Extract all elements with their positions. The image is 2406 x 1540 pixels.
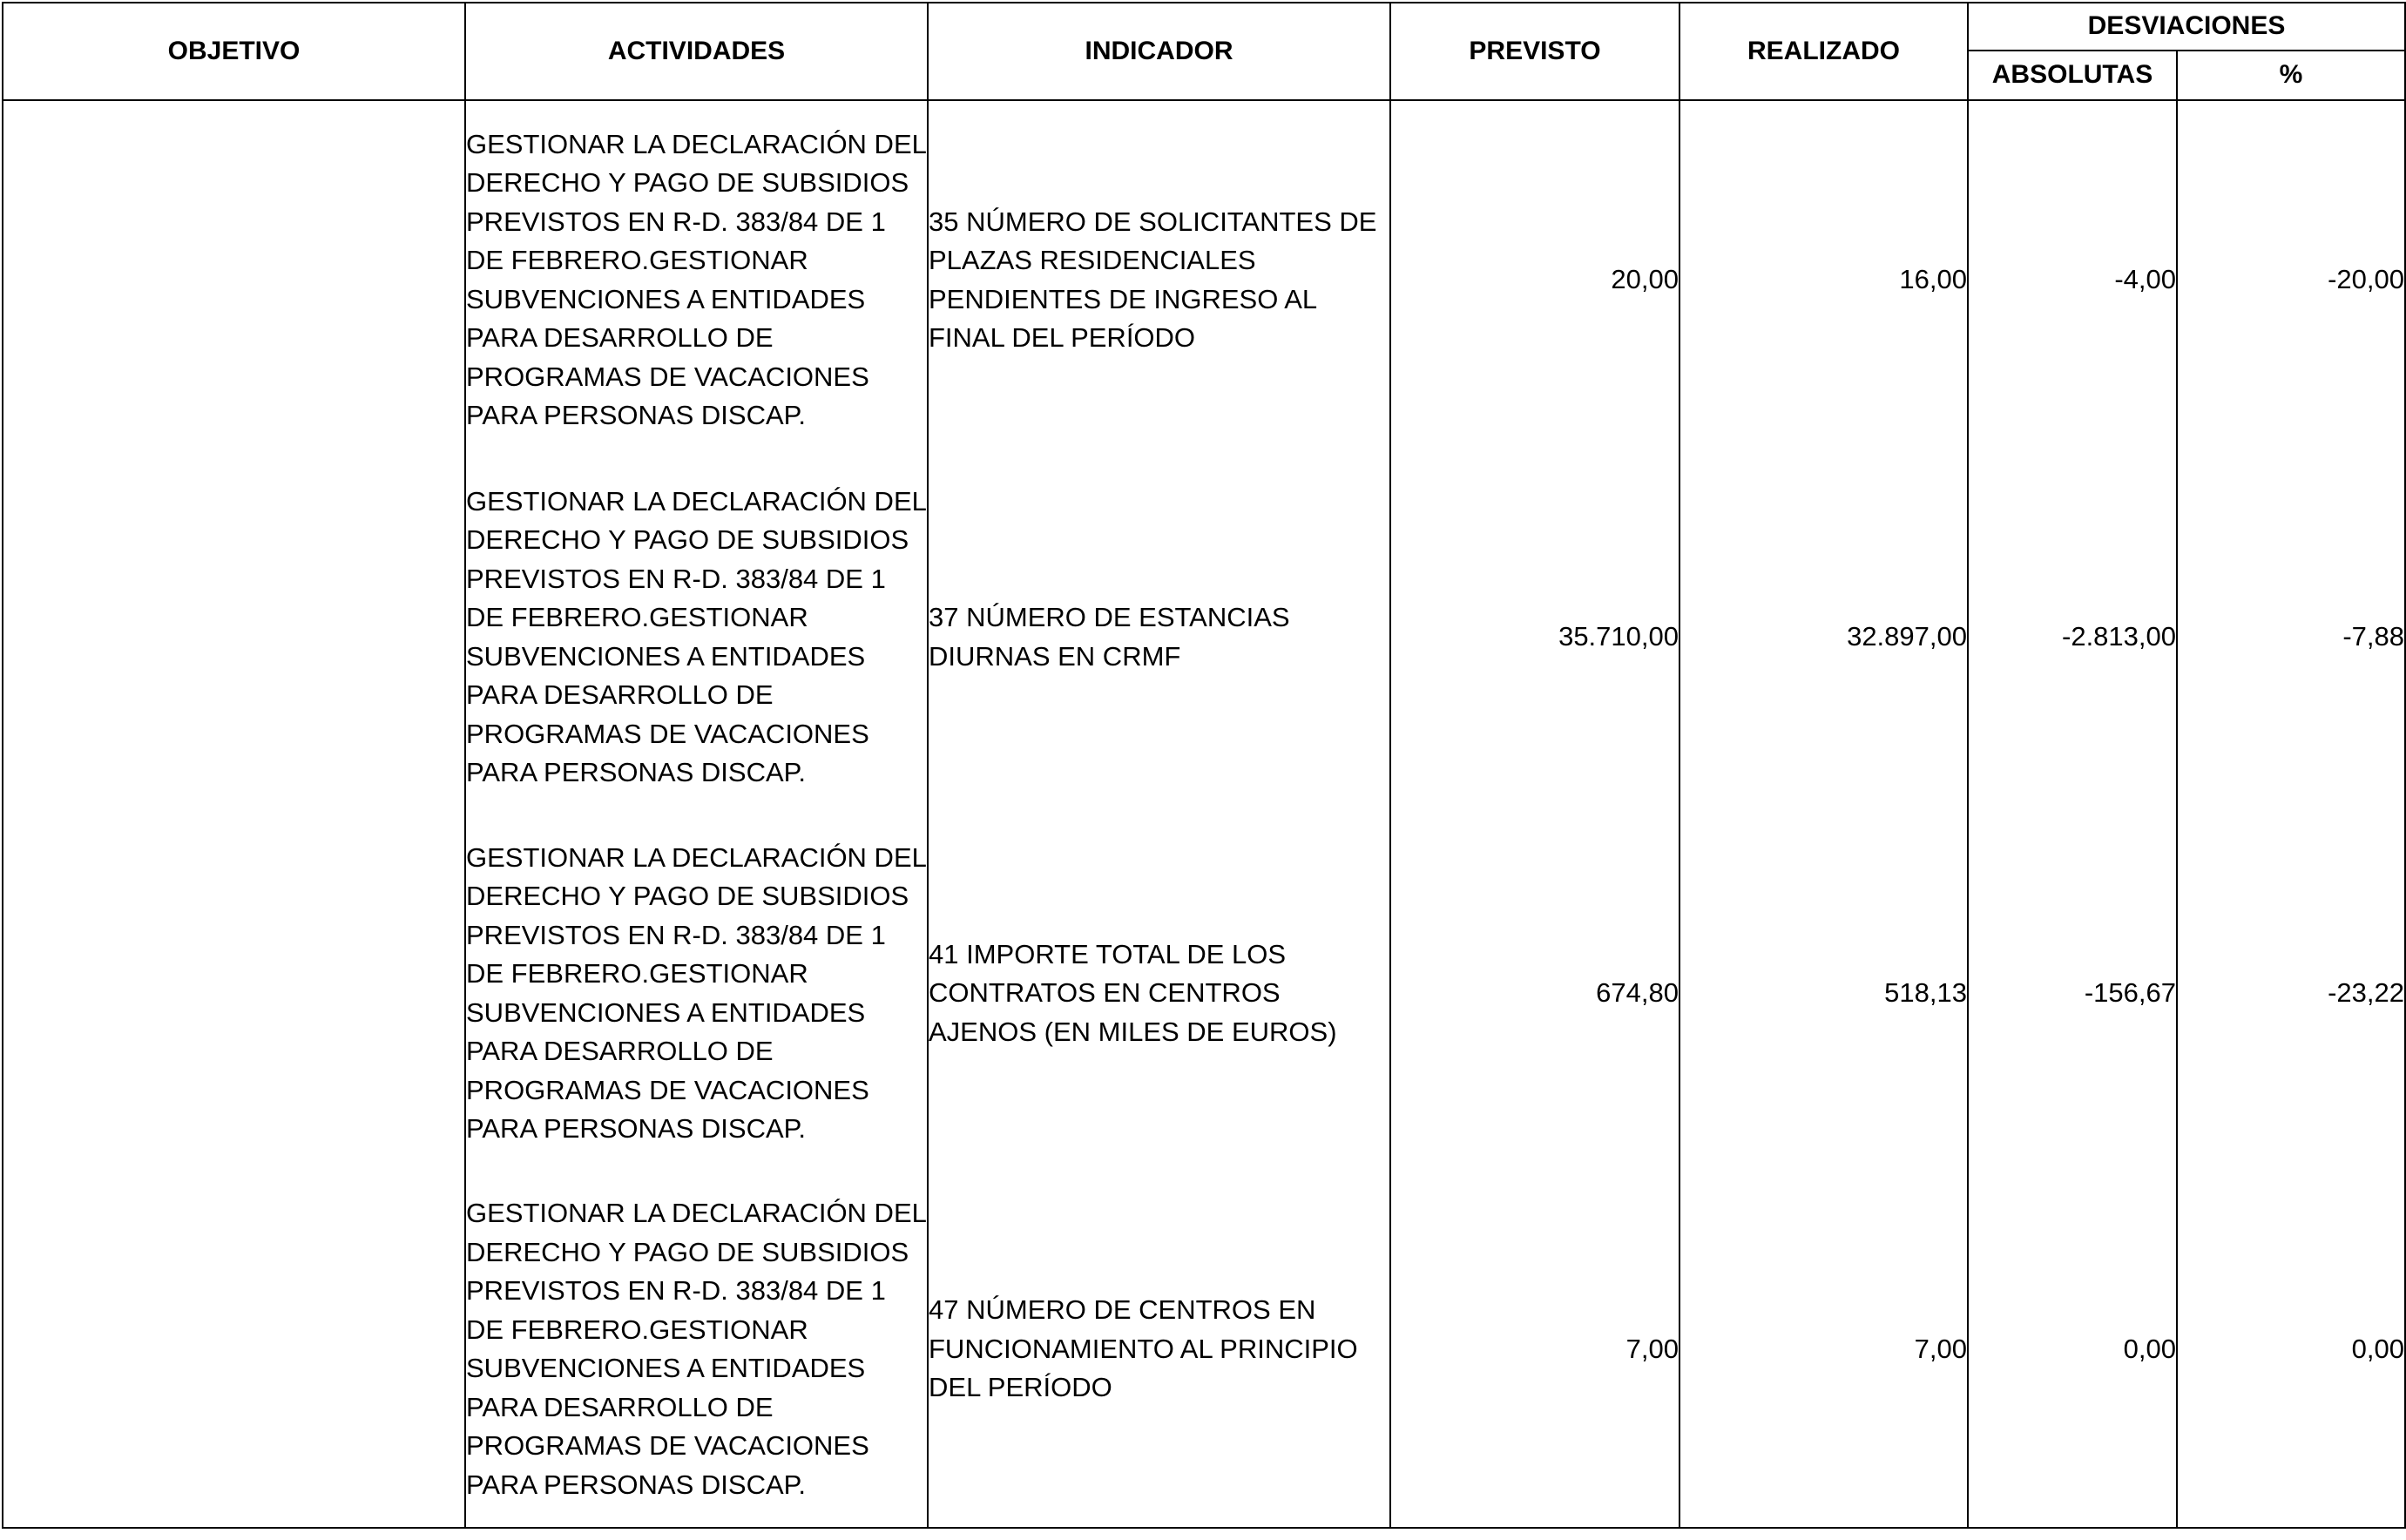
absolutas-cell: -2.813,00 <box>1968 459 2177 815</box>
table-row <box>3 1172 2405 1528</box>
realizado-cell: 32.897,00 <box>1679 459 1968 815</box>
absolutas-cell: -156,67 <box>1968 815 2177 1172</box>
realizado-cell: 16,00 <box>1679 100 1968 459</box>
indicador-cell: 37 NÚMERO DE ESTANCIAS DIURNAS EN CRMF <box>928 459 1390 815</box>
header-objetivo: OBJETIVO <box>3 3 465 100</box>
porcentaje-cell: -7,88 <box>2177 459 2405 815</box>
header-previsto: PREVISTO <box>1390 3 1679 100</box>
header-realizado: REALIZADO <box>1679 3 1968 100</box>
realizado-cell: 518,13 <box>1679 815 1968 1172</box>
indicador-cell: 47 NÚMERO DE CENTROS EN FUNCIONAMIENTO AL PRINCIPIO DEL PERÍODO <box>928 1172 1390 1528</box>
porcentaje-cell: -23,22 <box>2177 815 2405 1172</box>
actividad-cell: GESTIONAR LA DECLARACIÓN DEL DERECHO Y PAGO DE SUBSIDIOS PREVISTOS EN R-D. 383/84 DE 1 DE FEBRERO.GESTIONAR SUBVENCIONES A ENTIDADES PARA DESARROLLO DE PROGRAMAS DE VACACIONES PARA PERSONAS DISCAP. <box>465 459 928 815</box>
porcentaje-cell: -20,00 <box>2177 100 2405 459</box>
table-row <box>3 100 2405 459</box>
header-indicador: INDICADOR <box>928 3 1390 100</box>
header-desviaciones: DESVIACIONES <box>1968 3 2405 51</box>
objetivo-cell <box>3 815 465 1172</box>
indicador-cell: 35 NÚMERO DE SOLICITANTES DE PLAZAS RESIDENCIALES PENDIENTES DE INGRESO AL FINAL DEL PERÍODO <box>928 100 1390 459</box>
porcentaje-cell: 0,00 <box>2177 1172 2405 1528</box>
header-porcentaje: % <box>2177 51 2405 100</box>
header-absolutas: ABSOLUTAS <box>1968 51 2177 100</box>
previsto-cell: 7,00 <box>1390 1172 1679 1528</box>
actividad-cell: GESTIONAR LA DECLARACIÓN DEL DERECHO Y PAGO DE SUBSIDIOS PREVISTOS EN R-D. 383/84 DE 1 DE FEBRERO.GESTIONAR SUBVENCIONES A ENTIDADES PARA DESARROLLO DE PROGRAMAS DE VACACIONES PARA PERSONAS DISCAP. <box>465 1172 928 1528</box>
realizado-cell: 7,00 <box>1679 1172 1968 1528</box>
table-row <box>3 815 2405 1172</box>
indicador-cell: 41 IMPORTE TOTAL DE LOS CONTRATOS EN CENTROS AJENOS (EN MILES DE EUROS) <box>928 815 1390 1172</box>
table-header <box>3 3 2405 100</box>
previsto-cell: 35.710,00 <box>1390 459 1679 815</box>
objetivo-cell <box>3 459 465 815</box>
absolutas-cell: 0,00 <box>1968 1172 2177 1528</box>
previsto-cell: 674,80 <box>1390 815 1679 1172</box>
objetivo-cell <box>3 100 465 459</box>
table-body <box>3 100 2405 1528</box>
header-actividades: ACTIVIDADES <box>465 3 928 100</box>
indicators-table <box>2 2 2406 1529</box>
objetivo-cell <box>3 1172 465 1528</box>
absolutas-cell: -4,00 <box>1968 100 2177 459</box>
actividad-cell: GESTIONAR LA DECLARACIÓN DEL DERECHO Y PAGO DE SUBSIDIOS PREVISTOS EN R-D. 383/84 DE 1 DE FEBRERO.GESTIONAR SUBVENCIONES A ENTIDADES PARA DESARROLLO DE PROGRAMAS DE VACACIONES PARA PERSONAS DISCAP. <box>465 100 928 459</box>
table-row <box>3 459 2405 815</box>
previsto-cell: 20,00 <box>1390 100 1679 459</box>
actividad-cell: GESTIONAR LA DECLARACIÓN DEL DERECHO Y PAGO DE SUBSIDIOS PREVISTOS EN R-D. 383/84 DE 1 DE FEBRERO.GESTIONAR SUBVENCIONES A ENTIDADES PARA DESARROLLO DE PROGRAMAS DE VACACIONES PARA PERSONAS DISCAP. <box>465 815 928 1172</box>
